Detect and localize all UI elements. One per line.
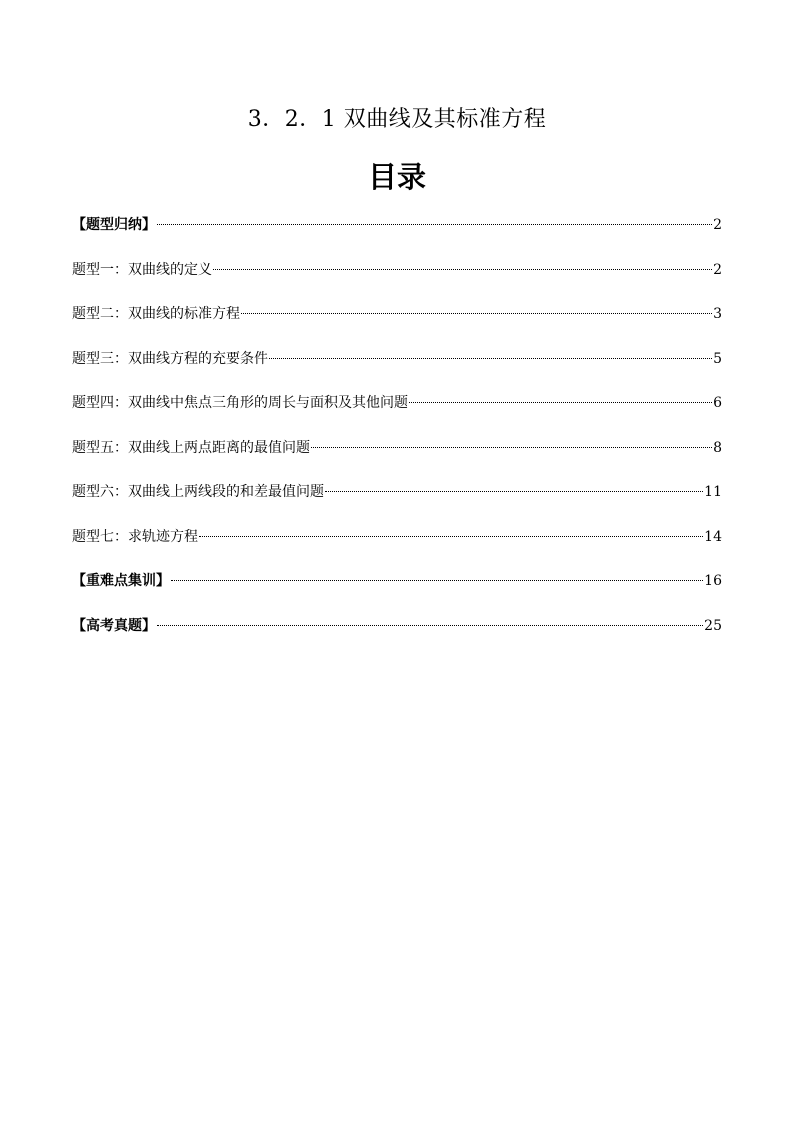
toc-entry[interactable] — [72, 348, 722, 393]
toc-entry[interactable] — [72, 303, 722, 348]
toc-dot-leader — [157, 223, 712, 225]
toc-dot-leader — [157, 624, 703, 626]
toc-entry-page-number: 2 — [713, 261, 722, 278]
toc-entry-label: 题型五：双曲线上两点距离的最值问题 — [72, 439, 310, 456]
toc-entry-page-number: 2 — [713, 217, 722, 233]
toc-entry-page-number: 11 — [704, 484, 722, 500]
toc-entry-label: 题型二：双曲线的标准方程 — [72, 306, 240, 322]
toc-entry-label: 题型七：求轨迹方程 — [72, 528, 198, 545]
toc-entry[interactable] — [72, 526, 722, 571]
toc-dot-leader — [325, 490, 703, 492]
toc-dot-leader — [269, 357, 712, 359]
toc-entry-label: 题型四：双曲线中焦点三角形的周长与面积及其他问题 — [72, 395, 408, 411]
toc-entry-label: 【高考真题】 — [72, 617, 156, 634]
toc-dot-leader — [311, 446, 712, 448]
toc-entry[interactable] — [72, 481, 722, 526]
toc-entry[interactable] — [72, 570, 722, 615]
toc-entry-page-number: 6 — [713, 395, 722, 411]
toc-entry[interactable] — [72, 392, 722, 437]
toc-entry-label: 题型三：双曲线方程的充要条件 — [72, 350, 268, 367]
toc-dot-leader — [199, 535, 703, 537]
toc-entry-page-number: 5 — [713, 350, 722, 367]
toc-entry-page-number: 3 — [713, 306, 722, 322]
toc-entry-label: 【重难点集训】 — [72, 573, 170, 589]
toc-entry-label: 题型一：双曲线的定义 — [72, 261, 212, 278]
toc-entry-label: 题型六：双曲线上两线段的和差最值问题 — [72, 484, 324, 500]
toc-entry-page-number: 8 — [713, 439, 722, 456]
toc-entry-page-number: 16 — [704, 573, 722, 589]
toc-entry-page-number: 14 — [704, 528, 722, 545]
toc-dot-leader — [241, 312, 712, 314]
toc-dot-leader — [171, 579, 703, 581]
toc-entry[interactable] — [72, 437, 722, 482]
toc-entry[interactable] — [72, 259, 722, 304]
toc-dot-leader — [409, 401, 712, 403]
toc-entry[interactable] — [72, 214, 722, 259]
toc-entry-label: 【题型归纳】 — [72, 217, 156, 233]
toc-heading: 目录 — [367, 160, 426, 194]
table-of-contents — [72, 214, 722, 659]
document-title: 3．2．1 双曲线及其标准方程 — [247, 107, 547, 132]
toc-dot-leader — [213, 268, 712, 270]
toc-entry[interactable] — [72, 615, 722, 660]
toc-entry-page-number: 25 — [704, 617, 722, 634]
